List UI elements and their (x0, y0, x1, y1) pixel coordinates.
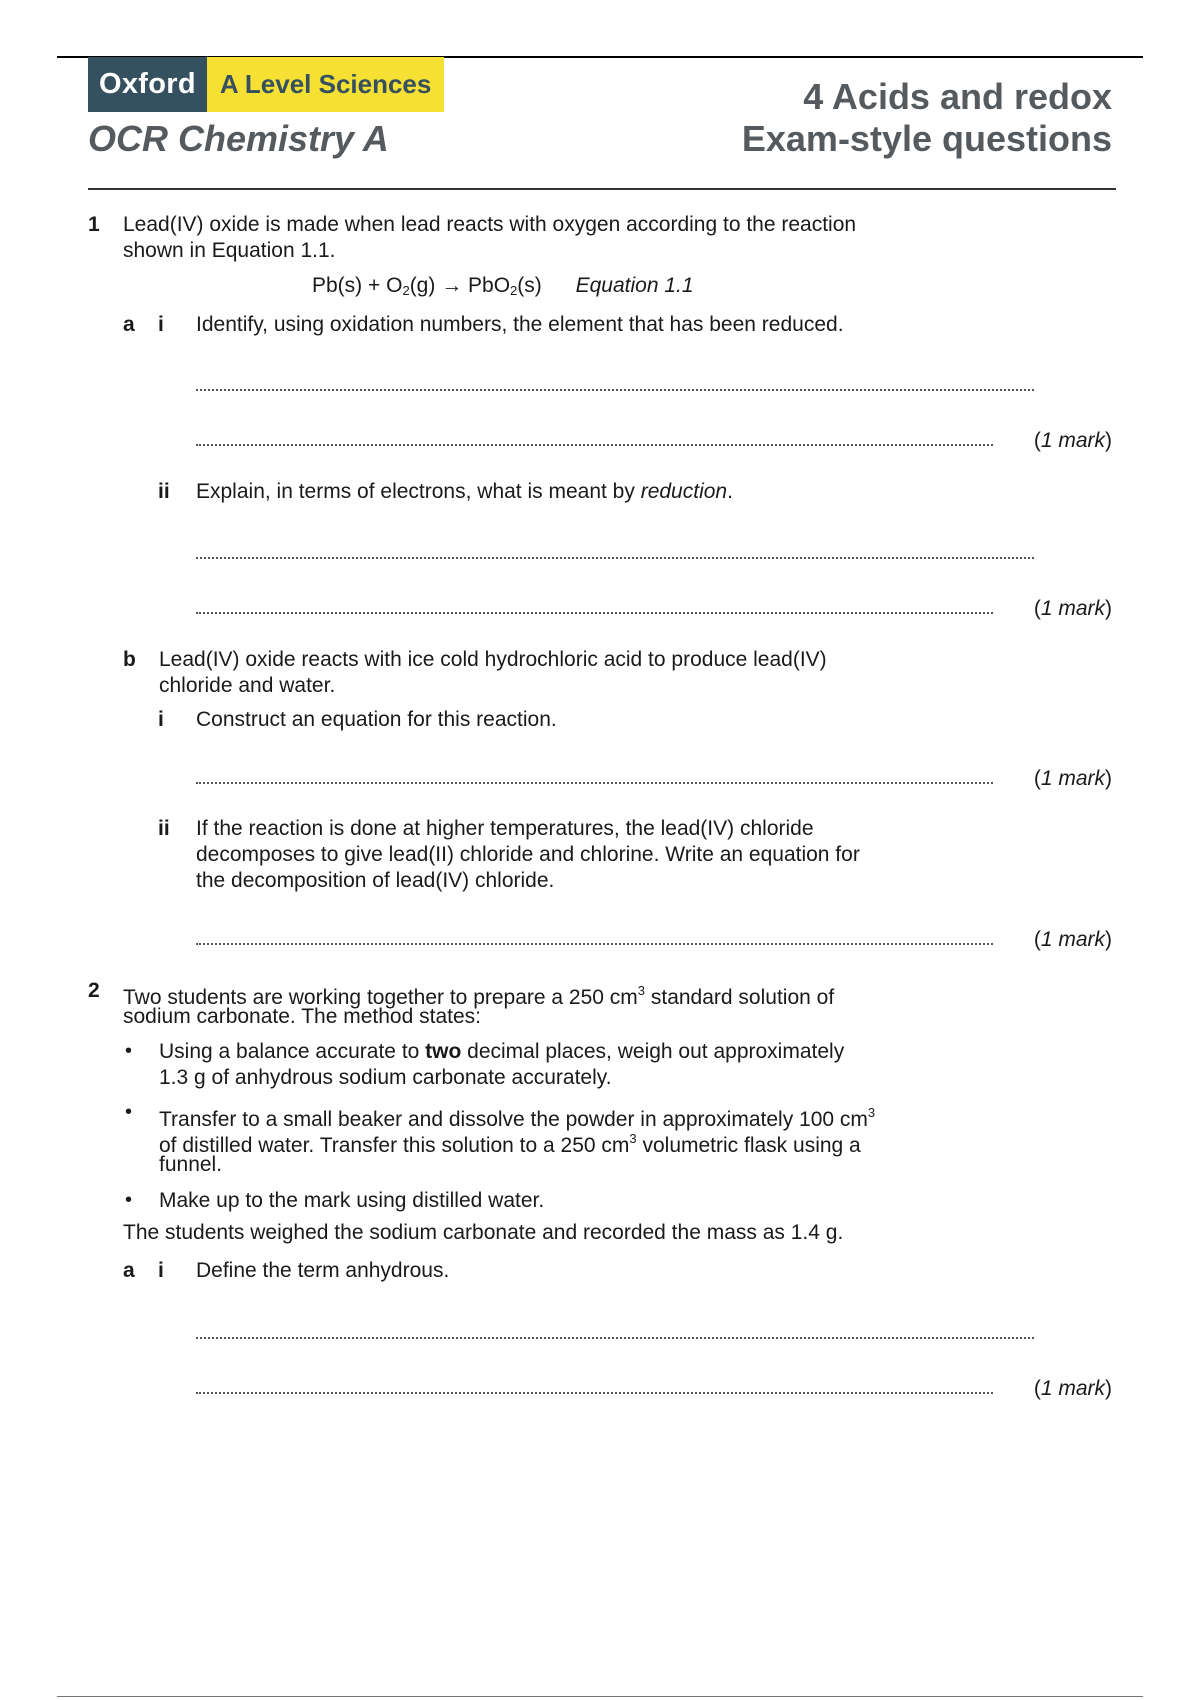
question-text-line: the decomposition of lead(IV) chloride. (196, 869, 555, 892)
logo-brand: Oxford (88, 57, 207, 112)
equation-part: (g) → PbO (409, 274, 511, 297)
question-text: The students weighed the sodium carbonate and recorded the mass as 1.4 g. (123, 1221, 844, 1244)
question-text: Define the term anhydrous. (196, 1259, 450, 1282)
text-part: volumetric flask using a (636, 1134, 861, 1157)
question-number: 2 (88, 979, 100, 1002)
text-part: standard solution of (645, 986, 835, 1009)
bullet-line (159, 1126, 861, 1159)
equation-part: (s) (517, 274, 542, 297)
subpart-label: i (158, 1259, 164, 1282)
bullet-line: 1.3 g of anhydrous sodium carbonate accurately. (159, 1066, 612, 1089)
logo-series: A Level Sciences (207, 57, 445, 112)
part-label: a (123, 313, 135, 336)
question-text (196, 479, 733, 505)
text-part: Using a balance accurate to (159, 1040, 426, 1063)
text-part: . (727, 480, 733, 503)
question-text-line: If the reaction is done at higher temperatures, the lead(IV) chloride (196, 817, 814, 840)
subject-title: OCR Chemistry A (88, 118, 389, 159)
mark-text: 1 mark (1040, 429, 1105, 452)
chapter-title: 4 Acids and redox (803, 76, 1112, 117)
mark-allocation: (1 mark) (1033, 767, 1112, 790)
bullet-icon: • (125, 1189, 133, 1211)
text-part: Explain, in terms of electrons, what is meant by (196, 480, 641, 503)
superscript: 3 (867, 1105, 876, 1120)
superscript: 3 (629, 1131, 637, 1146)
superscript: 3 (637, 983, 646, 998)
bold-term: two (425, 1040, 462, 1063)
mark-text: 1 mark (1040, 1377, 1105, 1400)
chapter-subtitle: Exam-style questions (741, 118, 1112, 159)
italic-term: reduction (640, 480, 728, 503)
answer-line[interactable] (196, 1392, 993, 1394)
mark-allocation: (1 mark) (1033, 597, 1112, 620)
answer-line[interactable] (196, 557, 1034, 559)
answer-line[interactable] (196, 943, 993, 945)
question-stem-line: sodium carbonate. The method states: (123, 1005, 481, 1028)
question-number: 1 (88, 213, 100, 236)
equation (312, 273, 694, 304)
mark-text: 1 mark (1040, 767, 1105, 790)
mark-text: 1 mark (1040, 928, 1105, 951)
part-stem-line: Lead(IV) oxide reacts with ice cold hydrochloric acid to produce lead(IV) (159, 648, 827, 671)
question-stem-line: Lead(IV) oxide is made when lead reacts with oxygen according to the reaction (123, 213, 857, 236)
mark-allocation: (1 mark) (1033, 429, 1112, 452)
bullet-icon: • (125, 1040, 133, 1062)
equation-subscript: 2 (402, 283, 410, 298)
part-stem-line: chloride and water. (159, 674, 336, 697)
bullet-line: funnel. (159, 1153, 223, 1176)
subpart-label: i (158, 708, 164, 731)
mark-allocation: (1 mark) (1033, 1377, 1112, 1400)
text-part: Transfer to a small beaker and dissolve the powder in approximately 100 cm (159, 1108, 868, 1131)
part-label: b (123, 648, 136, 671)
bullet-line: Make up to the mark using distilled water. (159, 1189, 545, 1212)
question-text: Identify, using oxidation numbers, the element that has been reduced. (196, 313, 844, 336)
text-part: decimal places, weigh out approximately (461, 1040, 845, 1063)
part-label: a (123, 1259, 135, 1282)
subpart-label: ii (158, 817, 170, 840)
answer-line[interactable] (196, 389, 1034, 391)
bullet-line (159, 1039, 844, 1065)
bullet-icon: • (125, 1101, 133, 1123)
answer-line[interactable] (196, 444, 993, 446)
subpart-label: ii (158, 480, 170, 503)
text-part: Two students are working together to prepare a 250 cm (123, 986, 638, 1009)
answer-line[interactable] (196, 782, 993, 784)
equation-part: Pb(s) + O (312, 274, 403, 297)
question-text-line: decomposes to give lead(II) chloride and chlorine. Write an equation for (196, 843, 860, 866)
question-text: Construct an equation for this reaction. (196, 708, 557, 731)
answer-line[interactable] (196, 1337, 1034, 1339)
answer-line[interactable] (196, 612, 993, 614)
bottom-rule (57, 1696, 1143, 1697)
subpart-label: i (158, 313, 164, 336)
mark-text: 1 mark (1040, 597, 1105, 620)
text-part: of distilled water. Transfer this solution to a 250 cm (159, 1134, 630, 1157)
equation-subscript: 2 (510, 283, 518, 298)
equation-label: Equation 1.1 (575, 274, 694, 297)
question-stem-line: shown in Equation 1.1. (123, 239, 336, 262)
mark-allocation: (1 mark) (1033, 928, 1112, 951)
